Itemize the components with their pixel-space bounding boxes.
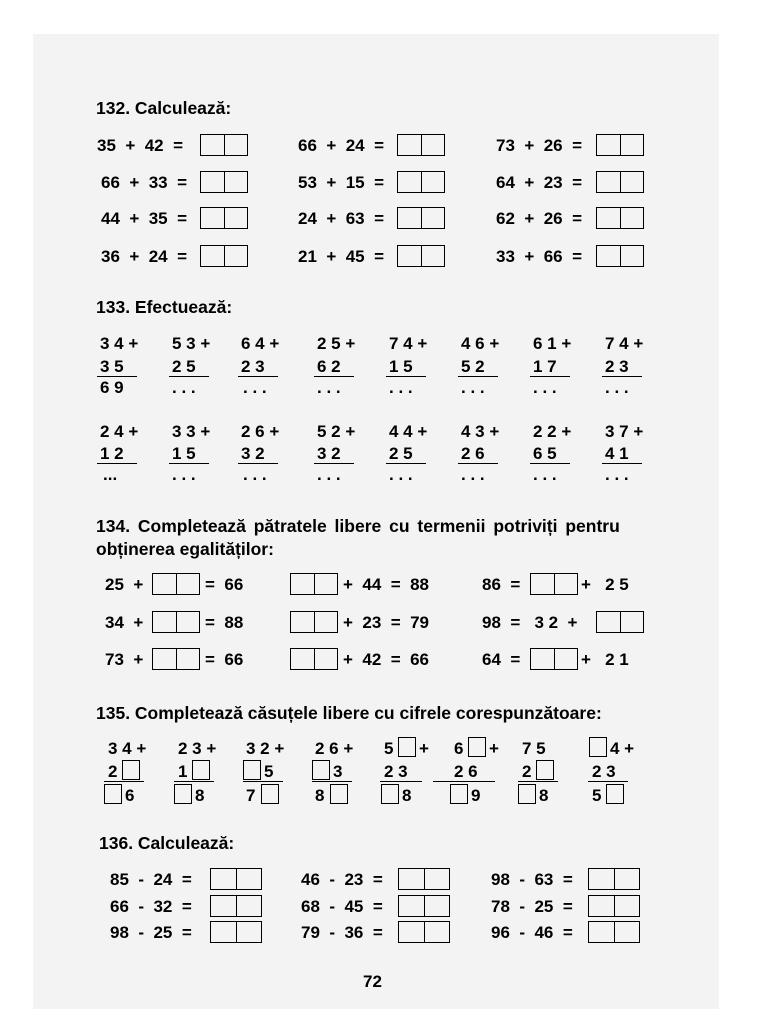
answer-box[interactable] — [596, 134, 644, 156]
sum-line — [386, 463, 426, 464]
ex132-expr: 62 + 26 = — [496, 209, 583, 228]
sum-line — [386, 376, 426, 377]
sum-line — [458, 463, 498, 464]
ex132-expr: 73 + 26 = — [496, 136, 583, 155]
addend-top: 4 + — [610, 739, 635, 758]
addend-top: 5 3 + — [172, 334, 211, 353]
sum-line — [588, 781, 628, 782]
digit: 5 — [384, 739, 394, 758]
sum-result[interactable]: . . . — [243, 465, 267, 484]
eq-right: = 66 — [205, 650, 244, 669]
addend-bottom: 2 6 — [461, 444, 485, 463]
sum-line — [238, 463, 278, 464]
addend-top: 2 5 + — [317, 334, 356, 353]
sum-result[interactable]: . . . — [461, 465, 485, 484]
sum-result[interactable]: . . . — [317, 465, 341, 484]
sum-result[interactable]: . . . — [317, 378, 341, 397]
addend-bottom: 2 3 — [592, 762, 616, 781]
ex132-expr: 21 + 45 = — [298, 247, 385, 266]
ex132-expr: 35 + 42 = — [97, 136, 184, 155]
digit-box[interactable] — [192, 760, 210, 780]
ex132-title: 132. Calculează: — [96, 98, 232, 118]
answer-box[interactable] — [397, 245, 445, 267]
ex136-expr: 68 - 45 = — [301, 897, 383, 916]
addend-top: 2 3 + — [178, 739, 217, 758]
sum-result[interactable]: . . . — [172, 378, 196, 397]
eq-right: + 44 = 88 — [343, 575, 430, 594]
digit-box[interactable] — [381, 784, 399, 804]
addend-top: 7 5 — [522, 739, 546, 758]
ex132-expr: 66 + 33 = — [101, 173, 188, 192]
eq-left: 34 + — [105, 613, 144, 632]
ex132-expr: 64 + 23 = — [496, 173, 583, 192]
digit-box[interactable] — [104, 784, 122, 804]
ex136-expr: 78 - 25 = — [491, 897, 573, 916]
addend-bottom: 6 2 — [317, 357, 341, 376]
digit-box[interactable] — [450, 784, 468, 804]
answer-box[interactable] — [200, 134, 248, 156]
addend-bottom: 4 1 — [605, 444, 629, 463]
answer-box[interactable] — [210, 868, 262, 890]
digit: 5 — [264, 762, 274, 781]
addend-top: 6 1 + — [533, 334, 572, 353]
answer-box[interactable] — [290, 611, 338, 633]
addend-bottom: 2 3 — [605, 357, 629, 376]
digit-box[interactable] — [589, 737, 607, 757]
digit-box[interactable] — [606, 784, 624, 804]
addend-bottom: 1 5 — [172, 444, 196, 463]
sum-line — [243, 781, 283, 782]
addend-bottom: 3 2 — [317, 444, 341, 463]
answer-box[interactable] — [398, 895, 450, 917]
ex133-title: 133. Efectuează: — [96, 297, 233, 317]
digit: 5 — [592, 786, 602, 805]
sum-result[interactable]: . . . — [389, 465, 413, 484]
eq-right: + 2 5 — [581, 575, 629, 594]
sum-result[interactable]: ... — [103, 465, 118, 484]
digit-box[interactable] — [312, 760, 330, 780]
ex132-expr: 24 + 63 = — [298, 209, 385, 228]
sum-line — [169, 376, 209, 377]
ex132-expr: 44 + 35 = — [101, 209, 188, 228]
eq-left: 64 = — [482, 650, 521, 669]
digit: 3 — [333, 762, 343, 781]
digit: 8 — [539, 786, 549, 805]
sum-result[interactable]: . . . — [389, 378, 413, 397]
answer-box[interactable] — [200, 245, 248, 267]
sum-line — [380, 781, 422, 782]
digit-box[interactable] — [468, 737, 486, 757]
digit: 6 — [454, 739, 464, 758]
addend-bottom: 3 2 — [241, 444, 265, 463]
ex134-title-line1: 134. Completează pătratele libere cu termenii potriviți pentru — [96, 516, 620, 536]
answer-box[interactable] — [588, 895, 640, 917]
digit: 6 — [125, 786, 135, 805]
digit-box[interactable] — [398, 737, 416, 757]
eq-right: + 2 1 — [581, 650, 629, 669]
addend-top: 3 2 + — [246, 739, 285, 758]
sum-line — [97, 376, 137, 377]
digit: 7 — [246, 786, 256, 805]
answer-box[interactable] — [290, 573, 338, 595]
addend-top: 2 2 + — [533, 422, 572, 441]
answer-box[interactable] — [588, 921, 640, 943]
addend-top: 4 4 + — [389, 422, 428, 441]
ex136-expr: 85 - 24 = — [110, 870, 192, 889]
answer-box[interactable] — [152, 573, 200, 595]
answer-box[interactable] — [397, 171, 445, 193]
addend-top: 4 3 + — [461, 422, 500, 441]
eq-right: = 88 — [205, 613, 244, 632]
answer-box[interactable] — [588, 868, 640, 890]
digit: 8 — [315, 786, 325, 805]
sum-result: 6 9 — [100, 378, 124, 397]
sum-line — [238, 376, 278, 377]
sum-line — [602, 463, 642, 464]
addend-top: 3 7 + — [605, 422, 644, 441]
eq-right: + 42 = 66 — [343, 650, 430, 669]
answer-box[interactable] — [200, 207, 248, 229]
answer-box[interactable] — [397, 134, 445, 156]
addend-bottom: 1 7 — [533, 357, 557, 376]
sum-line — [314, 463, 354, 464]
eq-left: 25 + — [105, 575, 144, 594]
ex136-expr: 96 - 46 = — [491, 923, 573, 942]
addend-top: 2 6 + — [315, 739, 354, 758]
ex136-expr: 66 - 32 = — [110, 897, 192, 916]
digit-box[interactable] — [243, 760, 261, 780]
addend-top: 3 4 + — [108, 739, 147, 758]
digit-box[interactable] — [174, 784, 192, 804]
page-number: 72 — [363, 972, 382, 991]
ex134-title-line2: obținerea egalităților: — [96, 539, 274, 559]
addend-top: 3 3 + — [172, 422, 211, 441]
digit-box[interactable] — [330, 784, 348, 804]
answer-box[interactable] — [530, 648, 578, 670]
addend-top: 2 4 + — [100, 422, 139, 441]
sum-line — [458, 376, 498, 377]
digit: 1 — [178, 762, 188, 781]
answer-box[interactable] — [210, 921, 262, 943]
answer-box[interactable] — [290, 648, 338, 670]
sum-line — [433, 781, 495, 782]
addend-bottom: 3 5 — [100, 357, 124, 376]
addend-bottom: 2 5 — [389, 444, 413, 463]
answer-box[interactable] — [596, 611, 644, 633]
sum-line — [174, 781, 214, 782]
eq-left: 73 + — [105, 650, 144, 669]
sum-line — [169, 463, 209, 464]
answer-box[interactable] — [398, 921, 450, 943]
eq-right: + 23 = 79 — [343, 613, 430, 632]
digit-box[interactable] — [518, 784, 536, 804]
sum-result[interactable]: . . . — [243, 378, 267, 397]
ex132-expr: 33 + 66 = — [496, 247, 583, 266]
sum-result[interactable]: . . . — [605, 378, 629, 397]
addend-top: 7 4 + — [389, 334, 428, 353]
addend-top: 2 6 + — [241, 422, 280, 441]
sum-result[interactable]: . . . — [461, 378, 485, 397]
ex132-expr: 53 + 15 = — [298, 173, 385, 192]
digit-box[interactable] — [261, 784, 279, 804]
sum-line — [530, 463, 570, 464]
digit: 8 — [195, 786, 205, 805]
answer-box[interactable] — [152, 648, 200, 670]
ex136-expr: 46 - 23 = — [301, 870, 383, 889]
ex136-expr: 79 - 36 = — [301, 923, 383, 942]
digit: 2 — [522, 762, 532, 781]
addend-bottom: 2 3 — [384, 762, 408, 781]
digit: 8 — [402, 786, 412, 805]
digit: 9 — [471, 786, 481, 805]
digit-box[interactable] — [536, 760, 554, 780]
answer-box[interactable] — [596, 245, 644, 267]
digit: 2 — [108, 762, 118, 781]
answer-box[interactable] — [152, 611, 200, 633]
eq-left: 86 = — [482, 575, 521, 594]
ex136-expr: 98 - 63 = — [491, 870, 573, 889]
sum-line — [104, 781, 144, 782]
eq-right: = 66 — [205, 575, 244, 594]
addend-bottom: 1 2 — [100, 444, 124, 463]
sum-line — [314, 376, 354, 377]
ex136-expr: 98 - 25 = — [110, 923, 192, 942]
ex132-expr: 36 + 24 = — [101, 247, 188, 266]
answer-box[interactable] — [200, 171, 248, 193]
eq-left: 98 = 3 2 + — [482, 613, 578, 632]
addend-top: 6 4 + — [241, 334, 280, 353]
sum-result[interactable]: . . . — [605, 465, 629, 484]
addend-bottom: 2 5 — [172, 357, 196, 376]
addend-bottom: 2 6 — [454, 762, 478, 781]
ex132-expr: 66 + 24 = — [298, 136, 385, 155]
sum-line — [97, 463, 137, 464]
sum-line — [602, 376, 642, 377]
sum-result[interactable]: . . . — [533, 465, 557, 484]
digit-box[interactable] — [122, 760, 140, 780]
addend-top: 7 4 + — [605, 334, 644, 353]
answer-box[interactable] — [596, 207, 644, 229]
addend-top: 5 2 + — [317, 422, 356, 441]
addend-top: 3 4 + — [100, 334, 139, 353]
answer-box[interactable] — [530, 573, 578, 595]
sum-result[interactable]: . . . — [172, 465, 196, 484]
plus-sign: + — [419, 739, 429, 758]
addend-bottom: 6 5 — [533, 444, 557, 463]
sum-line — [518, 781, 558, 782]
answer-box[interactable] — [397, 207, 445, 229]
addend-top: 4 6 + — [461, 334, 500, 353]
addend-bottom: 2 3 — [241, 357, 265, 376]
sum-result[interactable]: . . . — [533, 378, 557, 397]
ex135-title: 135. Completează căsuțele libere cu cifrele corespunzătoare: — [96, 703, 602, 723]
answer-box[interactable] — [210, 895, 262, 917]
addend-bottom: 1 5 — [389, 357, 413, 376]
plus-sign: + — [489, 739, 499, 758]
ex136-title: 136. Calculează: — [99, 833, 235, 853]
answer-box[interactable] — [398, 868, 450, 890]
sum-line — [312, 781, 352, 782]
addend-bottom: 5 2 — [461, 357, 485, 376]
answer-box[interactable] — [596, 171, 644, 193]
sum-line — [530, 376, 570, 377]
